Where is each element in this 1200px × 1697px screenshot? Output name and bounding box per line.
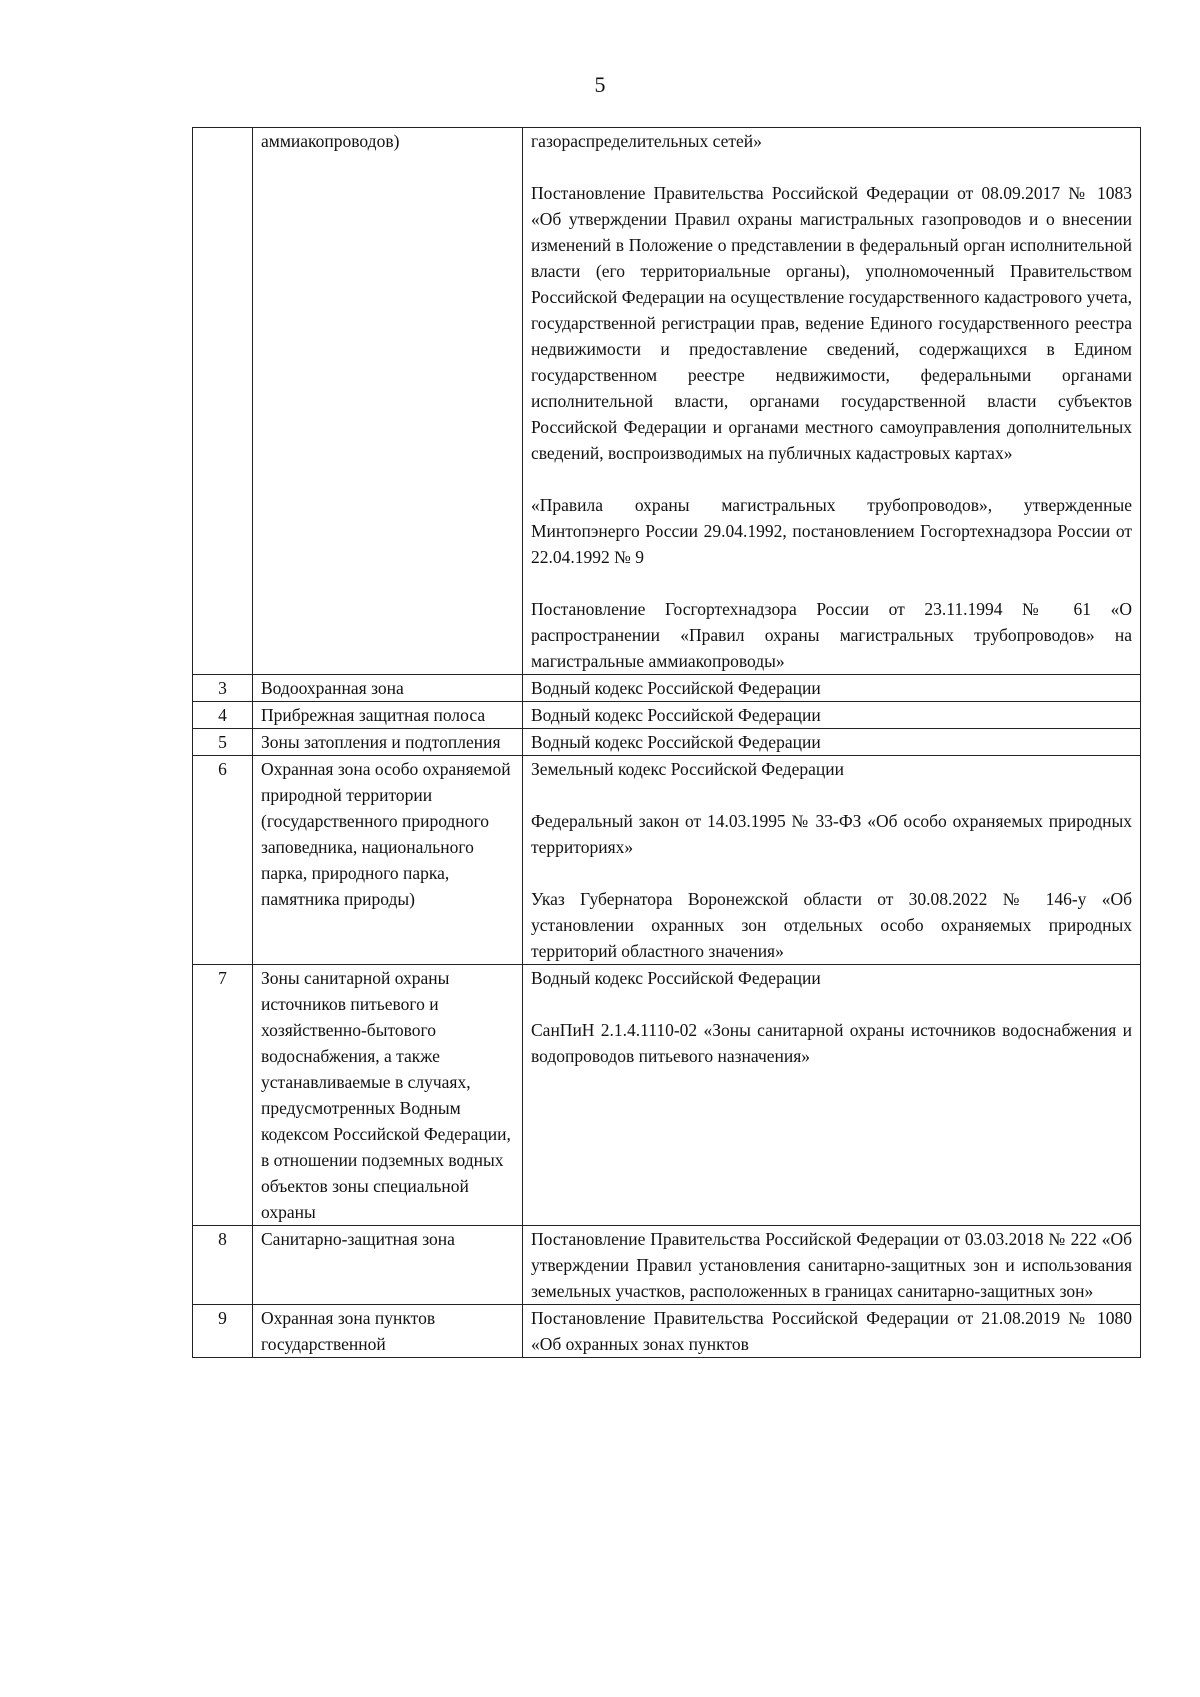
legal-documents [523,756,1141,965]
row-number: 4 [193,702,253,729]
zone-name: аммиакопроводов) [253,128,523,675]
legal-documents [523,675,1141,702]
table-row [193,1226,1141,1305]
document-entry: Водный кодекс Российской Федерации [531,705,821,725]
table-row [193,702,1141,729]
row-number: 7 [193,965,253,1226]
document-entry: Указ Губернатора Воронежской области от 30.08.2022 № 146-у «Об установлении охранных зон отдельных особо охраняемых природных территорий областного значения» [531,889,1132,961]
row-number: 3 [193,675,253,702]
document-entry: Земельный кодекс Российской Федерации [531,759,844,779]
zones-table [192,127,1141,1358]
legal-documents [523,702,1141,729]
row-number: 8 [193,1226,253,1305]
document-entry: газораспределительных сетей» [531,131,762,151]
document-entry: Постановление Правительства Российской Федерации от 08.09.2017 № 1083 «Об утверждении Правил охраны магистральных газопроводов и о внесении изменений в Положение о представлении в федеральный орган исполнительной власти (его территориальные органы), уполномоченный Правительством Российской Федерации на осуществление государственного кадастрового учета, государственной регистрации прав, ведение Единого государственного реестра недвижимости и предоставление сведений, содержащихся в Едином государственном реестре недвижимости, федеральными органами исполнительной власти, органами государственной власти субъектов Российской Федерации и органами местного самоуправления дополнительных сведений, воспроизводимых на публичных кадастровых картах» [531,183,1132,463]
row-number: 5 [193,729,253,756]
table-row [193,128,1141,675]
document-entry: Водный кодекс Российской Федерации [531,732,821,752]
table-row [193,756,1141,965]
zone-name: Санитарно-защитная зона [253,1226,523,1305]
zone-name: Зоны затопления и подтопления [253,729,523,756]
page-number: 5 [594,72,606,97]
zone-name: Охранная зона особо охраняемой природной территории (государственного природного заповедника, национального парка, природного парка, памятника природы) [253,756,523,965]
document-entry: Постановление Госгортехнадзора России от 23.11.1994 № 61 «О распространении «Правил охраны магистральных трубопроводов» на магистральные аммиакопроводы» [531,599,1132,671]
legal-documents [523,128,1141,675]
table-row [193,729,1141,756]
legal-documents [523,1305,1141,1358]
table-row [193,1305,1141,1358]
table-row [193,965,1141,1226]
document-entry: СанПиН 2.1.4.1110-02 «Зоны санитарной охраны источников водоснабжения и водопроводов питьевого назначения» [531,1020,1132,1066]
document-entry: «Правила охраны магистральных трубопроводов», утвержденные Минтопэнерго России 29.04.1992, постановлением Госгортехнадзора России от 22.04.1992 № 9 [531,495,1132,567]
zone-name: Водоохранная зона [253,675,523,702]
row-number: 9 [193,1305,253,1358]
row-number [193,128,253,675]
legal-documents [523,965,1141,1226]
document-entry: Постановление Правительства Российской Федерации от 03.03.2018 № 222 «Об утверждении Правил установления санитарно-защитных зон и использования земельных участков, расположенных в границах санитарно-защитных зон» [531,1229,1132,1301]
document-entry: Постановление Правительства Российской Федерации от 21.08.2019 № 1080 «Об охранных зонах пунктов [531,1308,1132,1354]
legal-documents [523,729,1141,756]
row-number: 6 [193,756,253,965]
table-row [193,675,1141,702]
document-entry: Водный кодекс Российской Федерации [531,678,821,698]
zone-name: Прибрежная защитная полоса [253,702,523,729]
zone-name: Зоны санитарной охраны источников питьевого и хозяйственно-бытового водоснабжения, а также устанавливаемые в случаях, предусмотренных Водным кодексом Российской Федерации, в отношении подземных водных объектов зоны специальной охраны [253,965,523,1226]
document-entry: Федеральный закон от 14.03.1995 № 33-ФЗ «Об особо охраняемых природных территориях» [531,811,1132,857]
document-entry: Водный кодекс Российской Федерации [531,968,821,988]
zone-name: Охранная зона пунктов государственной [253,1305,523,1358]
legal-documents [523,1226,1141,1305]
